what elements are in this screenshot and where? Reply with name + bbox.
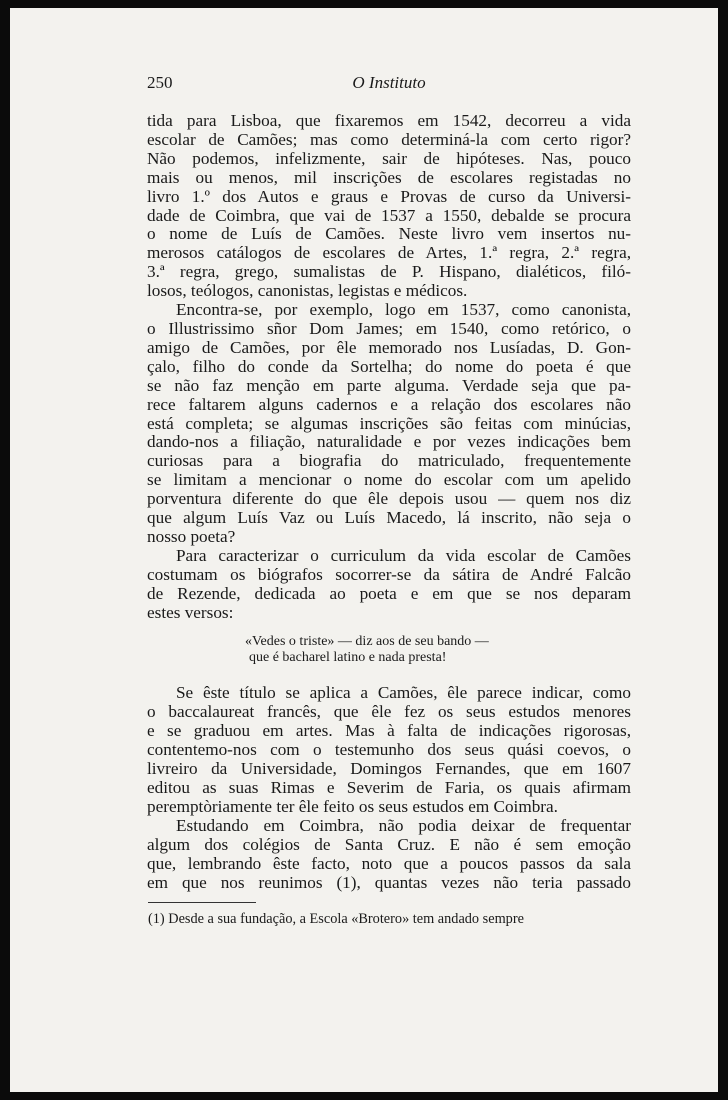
text-line: o baccalaureat francês, que êle fez os seus estudos menores: [147, 702, 631, 722]
paragraph-4: [147, 684, 631, 816]
text-line: curiosas para a biografia do matriculado, frequentemente: [147, 451, 631, 471]
verse-line: que é bacharel latino e nada presta!: [249, 650, 447, 666]
text-line: e se graduou em artes. Mas à falta de indicações rigorosas,: [147, 721, 631, 741]
text-line: o nome de Luís de Camões. Neste livro vem insertos nu-: [147, 224, 631, 244]
verse-quote: [245, 634, 631, 666]
text-line: rece faltarem alguns cadernos e a relação dos escolares não: [147, 394, 631, 414]
book-page: [10, 8, 718, 1092]
text-line: losos, teólogos, canonistas, legistas e médicos.: [147, 281, 468, 301]
text-line: 3.ª regra, grego, sumalistas de P. Hispano, dialéticos, filó-: [147, 262, 631, 282]
text-line: que, lembrando êste facto, noto que a poucos passos da sala: [147, 853, 631, 873]
text-line: Encontra-se, por exemplo, logo em 1537, como canonista,: [176, 300, 631, 320]
text-line: algum dos colégios de Santa Cruz. E não é sem emoção: [147, 834, 631, 854]
footnote: (1) Desde a sua fundação, a Escola «Brotero» tem andado sempre: [148, 911, 524, 927]
text-line: contentemo-nos com o testemunho dos seus quási coevos, o: [147, 740, 631, 760]
text-line: de Rezende, dedicada ao poeta e em que se nos deparam: [147, 583, 631, 603]
text-line: estes versos:: [147, 602, 234, 622]
text-line: Não podemos, infelizmente, sair de hipóteses. Nas, pouco: [147, 148, 631, 168]
text-line: amigo de Camões, por êle memorado nos Lusíadas, D. Gon-: [147, 337, 631, 357]
text-line: tida para Lisboa, que fixaremos em 1542, decorreu a vida: [147, 111, 631, 130]
text-line: costumam os biógrafos socorrer-se da sátira de André Falcão: [147, 564, 631, 584]
text-line: Para caracterizar o curriculum da vida escolar de Camões: [176, 545, 631, 565]
paragraph-2: [147, 301, 631, 547]
text-line: mais ou menos, mil inscrições de escolares registadas no: [147, 167, 631, 187]
text-line: porventura diferente do que êle depois usou — quem nos diz: [147, 489, 631, 509]
paragraph-3: [147, 547, 631, 623]
verse-line: «Vedes o triste» — diz aos de seu bando —: [245, 634, 489, 650]
text-line: que algum Luís Vaz ou Luís Macedo, lá inscrito, não seja o: [147, 508, 631, 528]
page-number: 250: [147, 73, 173, 92]
text-line: Se êste título se aplica a Camões, êle parece indicar, como: [176, 683, 631, 703]
text-line: peremptòriamente ter êle feito os seus estudos em Coimbra.: [147, 796, 558, 816]
text-line: editou as suas Rimas e Severim de Faria, os quais afirmam: [147, 778, 631, 797]
running-title: O Instituto: [352, 73, 426, 92]
body-text: [147, 112, 631, 892]
footnote-divider: [148, 902, 256, 903]
text-line: em que nos reunimos (1), quantas vezes não teria passado: [147, 872, 631, 892]
text-line: dade de Coimbra, que vai de 1537 a 1550, debalde se procura: [147, 205, 631, 225]
text-line: nosso poeta?: [147, 526, 236, 546]
text-line: livreiro da Universidade, Domingos Fernandes, que em 1607: [147, 759, 631, 779]
text-line: livro 1.º dos Autos e graus e Provas de curso da Universi-: [147, 186, 631, 206]
text-line: se limitam a mencionar o nome do escolar com um apelido: [147, 470, 631, 490]
text-line: dando-nos a filiação, naturalidade e por vezes indicações bem: [147, 432, 631, 452]
paragraph-1: [147, 112, 631, 301]
text-line: çalo, filho do conde da Sortelha; do nome do poeta é que: [147, 356, 631, 376]
text-line: está completa; se algumas inscrições são feitas com minúcias,: [147, 413, 631, 433]
text-line: o Illustrissimo sñor Dom James; em 1540, como retórico, o: [147, 318, 631, 338]
text-line: merosos catálogos de escolares de Artes, 1.ª regra, 2.ª regra,: [147, 243, 631, 263]
paragraph-5: [147, 817, 631, 893]
text-line: se não faz menção em parte alguma. Verdade seja que pa-: [147, 375, 631, 395]
running-head: [147, 73, 631, 95]
text-line: Estudando em Coimbra, não podia deixar de frequentar: [176, 815, 631, 835]
text-line: escolar de Camões; mas como determiná-la com certo rigor?: [147, 129, 631, 149]
